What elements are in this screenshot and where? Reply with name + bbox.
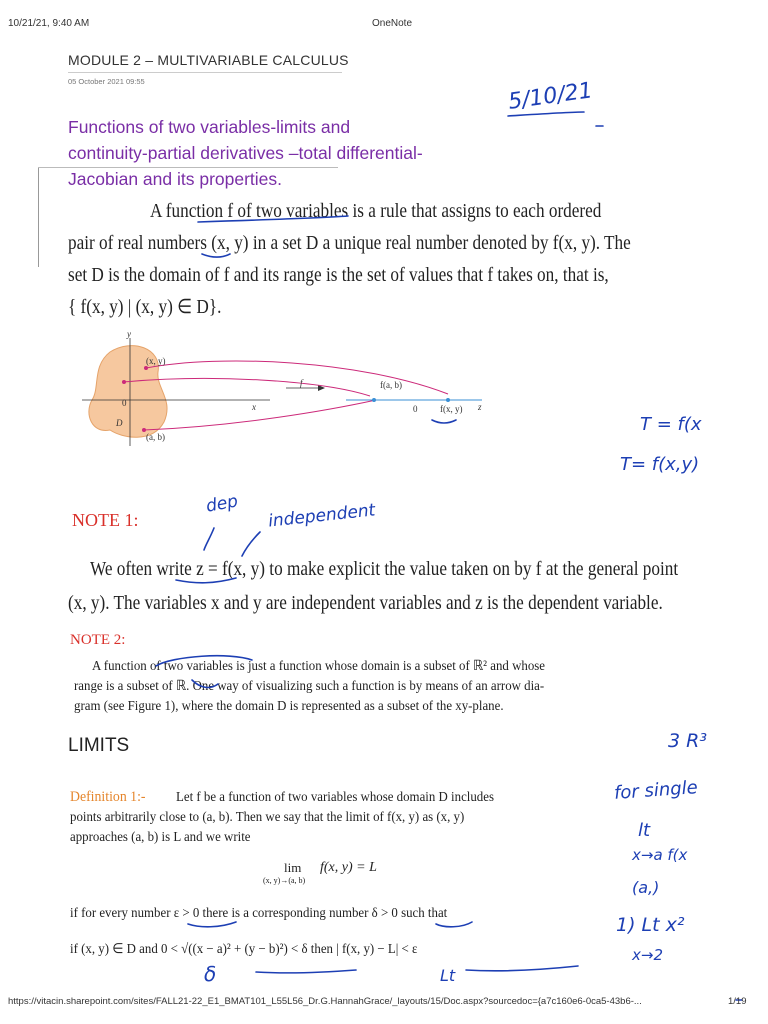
definition-line-3: set D is the domain of f and its range is the set of values that f takes on, that is,: [68, 264, 609, 286]
page-timestamp: 05 October 2021 09:55: [68, 77, 145, 86]
note1-heading: NOTE 1:: [72, 510, 139, 530]
limits-heading: LIMITS: [68, 735, 130, 756]
delta-underline: [436, 922, 472, 927]
abs-underline: [466, 966, 578, 971]
handwritten-eq-1: T = f(x: [640, 414, 702, 435]
z-origin-label: 0: [413, 404, 418, 414]
definition1-line-3: approaches (a, b) is L and we write: [70, 830, 251, 845]
y-axis-label: y: [127, 329, 131, 339]
dep-arrow: [204, 528, 214, 550]
function-underline: [198, 216, 348, 222]
domain-label: D: [116, 418, 123, 428]
fxy-underline: [432, 420, 456, 423]
topic-line-1: Functions of two variables-limits and: [68, 117, 351, 137]
formula-rhs: f(x, y) = L: [320, 860, 377, 875]
definition-line-1: A function f of two variables is a rule that assigns to each ordered: [150, 200, 602, 222]
note2-line-1: A function of two variables is just a function whose domain is a subset of ℝ² and whose: [92, 659, 545, 674]
definition1-line-1: Let f be a function of two variables whose domain D includes: [176, 790, 494, 805]
pair-underline: [202, 254, 230, 257]
handwritten-for-single: for single: [613, 777, 699, 804]
point-ab-label: (a, b): [146, 432, 165, 442]
two-variables-underline: [156, 656, 252, 666]
definition1-condition: if for every number ε > 0 there is a corresponding number δ > 0 such that: [70, 906, 448, 921]
handwritten-x-to-2: x→2: [632, 946, 663, 964]
z-axis-label: z: [478, 402, 482, 412]
indep-arrow: [242, 532, 260, 556]
note2-line-2: range is a subset of ℝ. One way of visualizing such a function is by means of an arrow dia-: [74, 679, 545, 694]
f-xy-label: f(x, y): [440, 404, 463, 414]
handwritten-lt2: 1) Lt x²: [616, 914, 685, 936]
footer-url: https://vitacin.sharepoint.com/sites/FALL21-22_E1_BMAT101_L55L56_Dr.G.HannahGrace/_layouts/15/Doc.aspx?sourcedoc={a7c160e6-0ca5-43b6-...: [8, 996, 642, 1007]
print-datetime: 10/21/21, 9:40 AM: [8, 18, 90, 29]
date-underline: [508, 112, 584, 116]
handwritten-x-to-a: x→a f(x: [632, 846, 688, 864]
note2-line-3: gram (see Figure 1), where the domain D is represented as a subset of the xy-plane.: [74, 699, 504, 714]
formula-lim: lim: [284, 860, 302, 875]
handwritten-note-mark: Lt: [440, 966, 456, 985]
definition1-line-2: points arbitrarily close to (a, b). Then we say that the limit of f(x, y) as (x, y): [70, 810, 465, 825]
handwritten-eq-2: T= f(x,y): [620, 454, 700, 475]
page-title: MODULE 2 – MULTIVARIABLE CALCULUS: [68, 52, 349, 68]
topic-line-2: continuity-partial derivatives –total differential-: [68, 143, 423, 163]
handwritten-a-pair: (a,): [632, 878, 660, 897]
handwritten-r3: 3 R³: [668, 730, 707, 752]
definition1-implication: if (x, y) ∈ D and 0 < √((x − a)² + (y − b)²) < δ then | f(x, y) − L| < ε: [70, 942, 418, 957]
z-underline: [176, 578, 236, 583]
point-xy-label: (x, y): [146, 356, 166, 366]
app-name: OneNote: [372, 18, 413, 29]
definition-line-2: pair of real numbers (x, y) in a set D a unique real number denoted by f(x, y). The: [68, 232, 631, 254]
x-axis-label: x: [252, 402, 256, 412]
note1-line-1: We often write z = f(x, y) to make explicit the value taken on by f at the general point: [90, 558, 679, 580]
handwritten-delta: δ: [204, 962, 217, 986]
handwritten-dep: dep: [204, 491, 240, 517]
definition1-label: Definition 1:-: [70, 789, 146, 805]
handwritten-lt: lt: [638, 820, 651, 841]
handwritten-date: 5/10/21: [506, 78, 595, 115]
topic-line-3: Jacobian and its properties.: [68, 169, 283, 189]
epsilon-underline: [188, 922, 236, 927]
definition-line-4: { f(x, y) | (x, y) ∈ D}.: [68, 296, 222, 318]
f-ab-label: f(a, b): [380, 380, 402, 390]
origin-label: 0: [122, 398, 127, 408]
formula-subscript: (x, y)→(a, b): [263, 876, 306, 885]
note2-heading: NOTE 2:: [70, 632, 126, 648]
f-arrow-label: f: [300, 378, 303, 388]
footer-page-count: 1/19: [728, 996, 747, 1007]
handwritten-independent: independent: [267, 500, 377, 532]
sqrt-underline: [256, 970, 356, 973]
r-mark: [192, 680, 218, 687]
note1-line-2: (x, y). The variables x and y are independent variables and z is the dependent variable.: [68, 592, 663, 614]
